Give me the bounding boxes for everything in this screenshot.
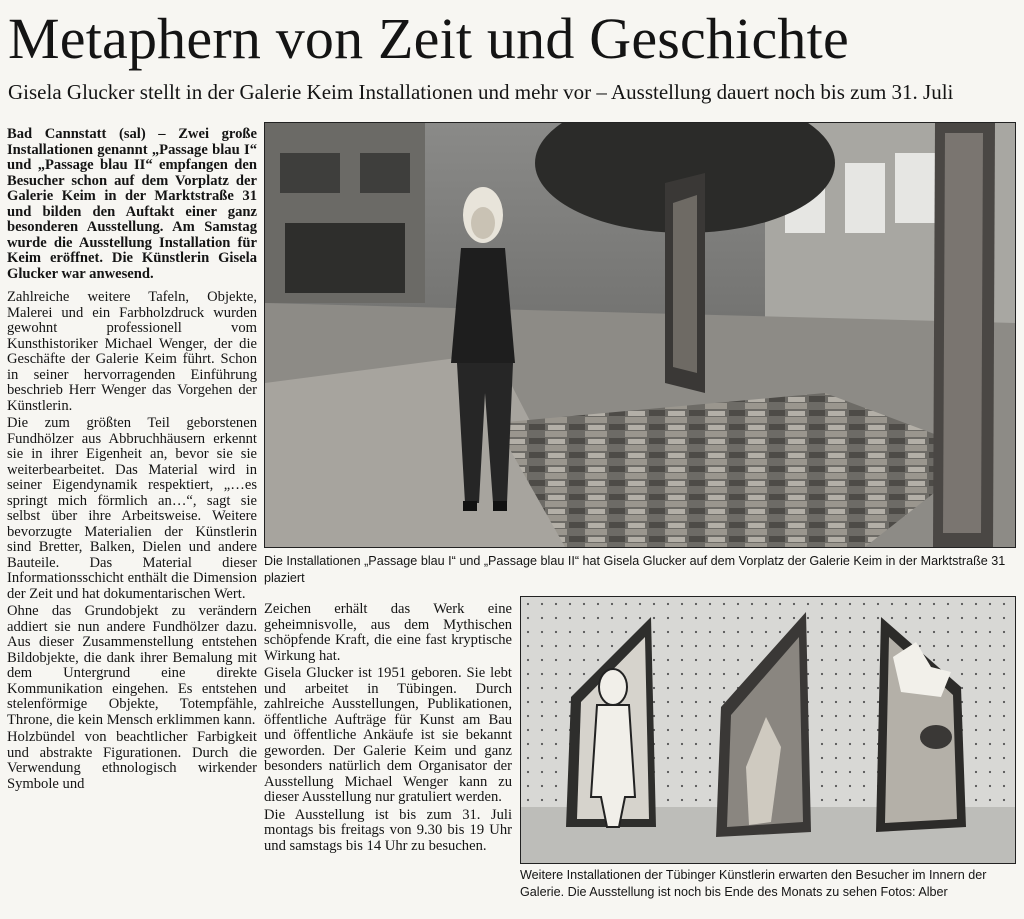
body-paragraph: Die zum größten Teil geborstenen Fundhölzer aus Abbruchhäusern erkennt sie in ihrer Eigenheit an, bevor sie sie weiterbearbeitet. Das Material wird in seiner Eigendynamik respektiert, „…es springt mich förmlich an…“, sagt sie selbst über ihre Arbeitsweise. Weitere bevorzugte Materialien der Künstlerin sind Bretter, Balken, Dielen und andere Bauteile. Das Material dieser Informationsschicht enthält die Dimension der Zeit und hat dokumentarischen Wert. [7, 415, 257, 602]
photo-caption-2: Weitere Installationen der Tübinger Künstlerin erwarten den Besucher im Innern der Galerie. Die Ausstellung ist noch bis Ende des Monats zu sehen Fotos: Alber [520, 868, 987, 899]
body-paragraph: Zahlreiche weitere Tafeln, Objekte, Malerei und ein Farbholzdruck wurden gewohnt professionell vom Kunsthistoriker Michael Wenger, der die Geschäfte der Galerie Keim führt. Schon in seiner hervorragenden Einführung beschrieb Herr Wenger das Vorgehen der Künstlerin. [7, 289, 257, 414]
headline: Metaphern von Zeit und Geschichte [8, 6, 849, 71]
lead-paragraph: Bad Cannstatt (sal) – Zwei große Installationen genannt „Passage blau I“ und „Passage blau II“ empfangen den Besucher schon auf dem Vorplatz der Galerie Keim in der Marktstraße 31 und bilden den Auftakt einer ganz besonderen Ausstellung. Am Samstag wurde die Ausstellung Installation für Keim eröffnet. Die Künstlerin Gisela Glucker war anwesend. [7, 127, 257, 282]
body-paragraph: Gisela Glucker ist 1951 geboren. Sie lebt und arbeitet in Tübingen. Durch zahlreiche Ausstellungen, Publikationen, öffentliche Aufträge für Kunst am Bau und öffentliche Ankäufe ist sie bekannt geworden. Der Galerie Keim und ganz besonders natürlich dem Organisator der Ausstellung Michael Wenger kann zu dieser Ausstellung nur gratuliert werden. [264, 665, 512, 805]
gallery-interior-illustration [521, 597, 1015, 863]
photo-caption-1: Die Installationen „Passage blau I“ und „Passage blau II“ hat Gisela Glucker auf dem Vorplatz der Galerie Keim in der Marktstraße 31 plaziert [264, 554, 1006, 585]
article-column-2 [264, 602, 512, 914]
gallery-installation-photo [520, 596, 1016, 864]
body-paragraph: Holzbündel von beachtlicher Farbigkeit und abstrakte Figurationen. Durch die Verwendung ethnologisch wirkender Symbole und [7, 729, 257, 792]
street-installation-photo [264, 122, 1016, 548]
street-scene-illustration [265, 123, 1015, 547]
article-column-1 [7, 127, 257, 917]
body-paragraph: Zeichen erhält das Werk eine geheimnisvolle, aus dem Mythischen schöpfende Kraft, die eine fast kryptische Wirkung hat. [264, 602, 512, 664]
body-paragraph: Die Ausstellung ist bis zum 31. Juli montags bis freitags von 9.30 bis 19 Uhr und samstags bis 14 Uhr zu besuchen. [264, 806, 512, 854]
subheadline: Gisela Glucker stellt in der Galerie Keim Installationen und mehr vor – Ausstellung dauert noch bis zum 31. Juli [8, 80, 954, 104]
body-paragraph: Ohne das Grundobjekt zu verändern addiert sie nun andere Fundhölzer dazu. Aus dieser Zusammenstellung entstehen Bildobjekte, die dank ihrer Bemalung mit dem Untergrund eine direkte Kommunikation eingehen. Es entstehen stelenförmige Objekte, Totempfähle, Throne, die kein Mensch erklimmen kann. [7, 603, 257, 728]
